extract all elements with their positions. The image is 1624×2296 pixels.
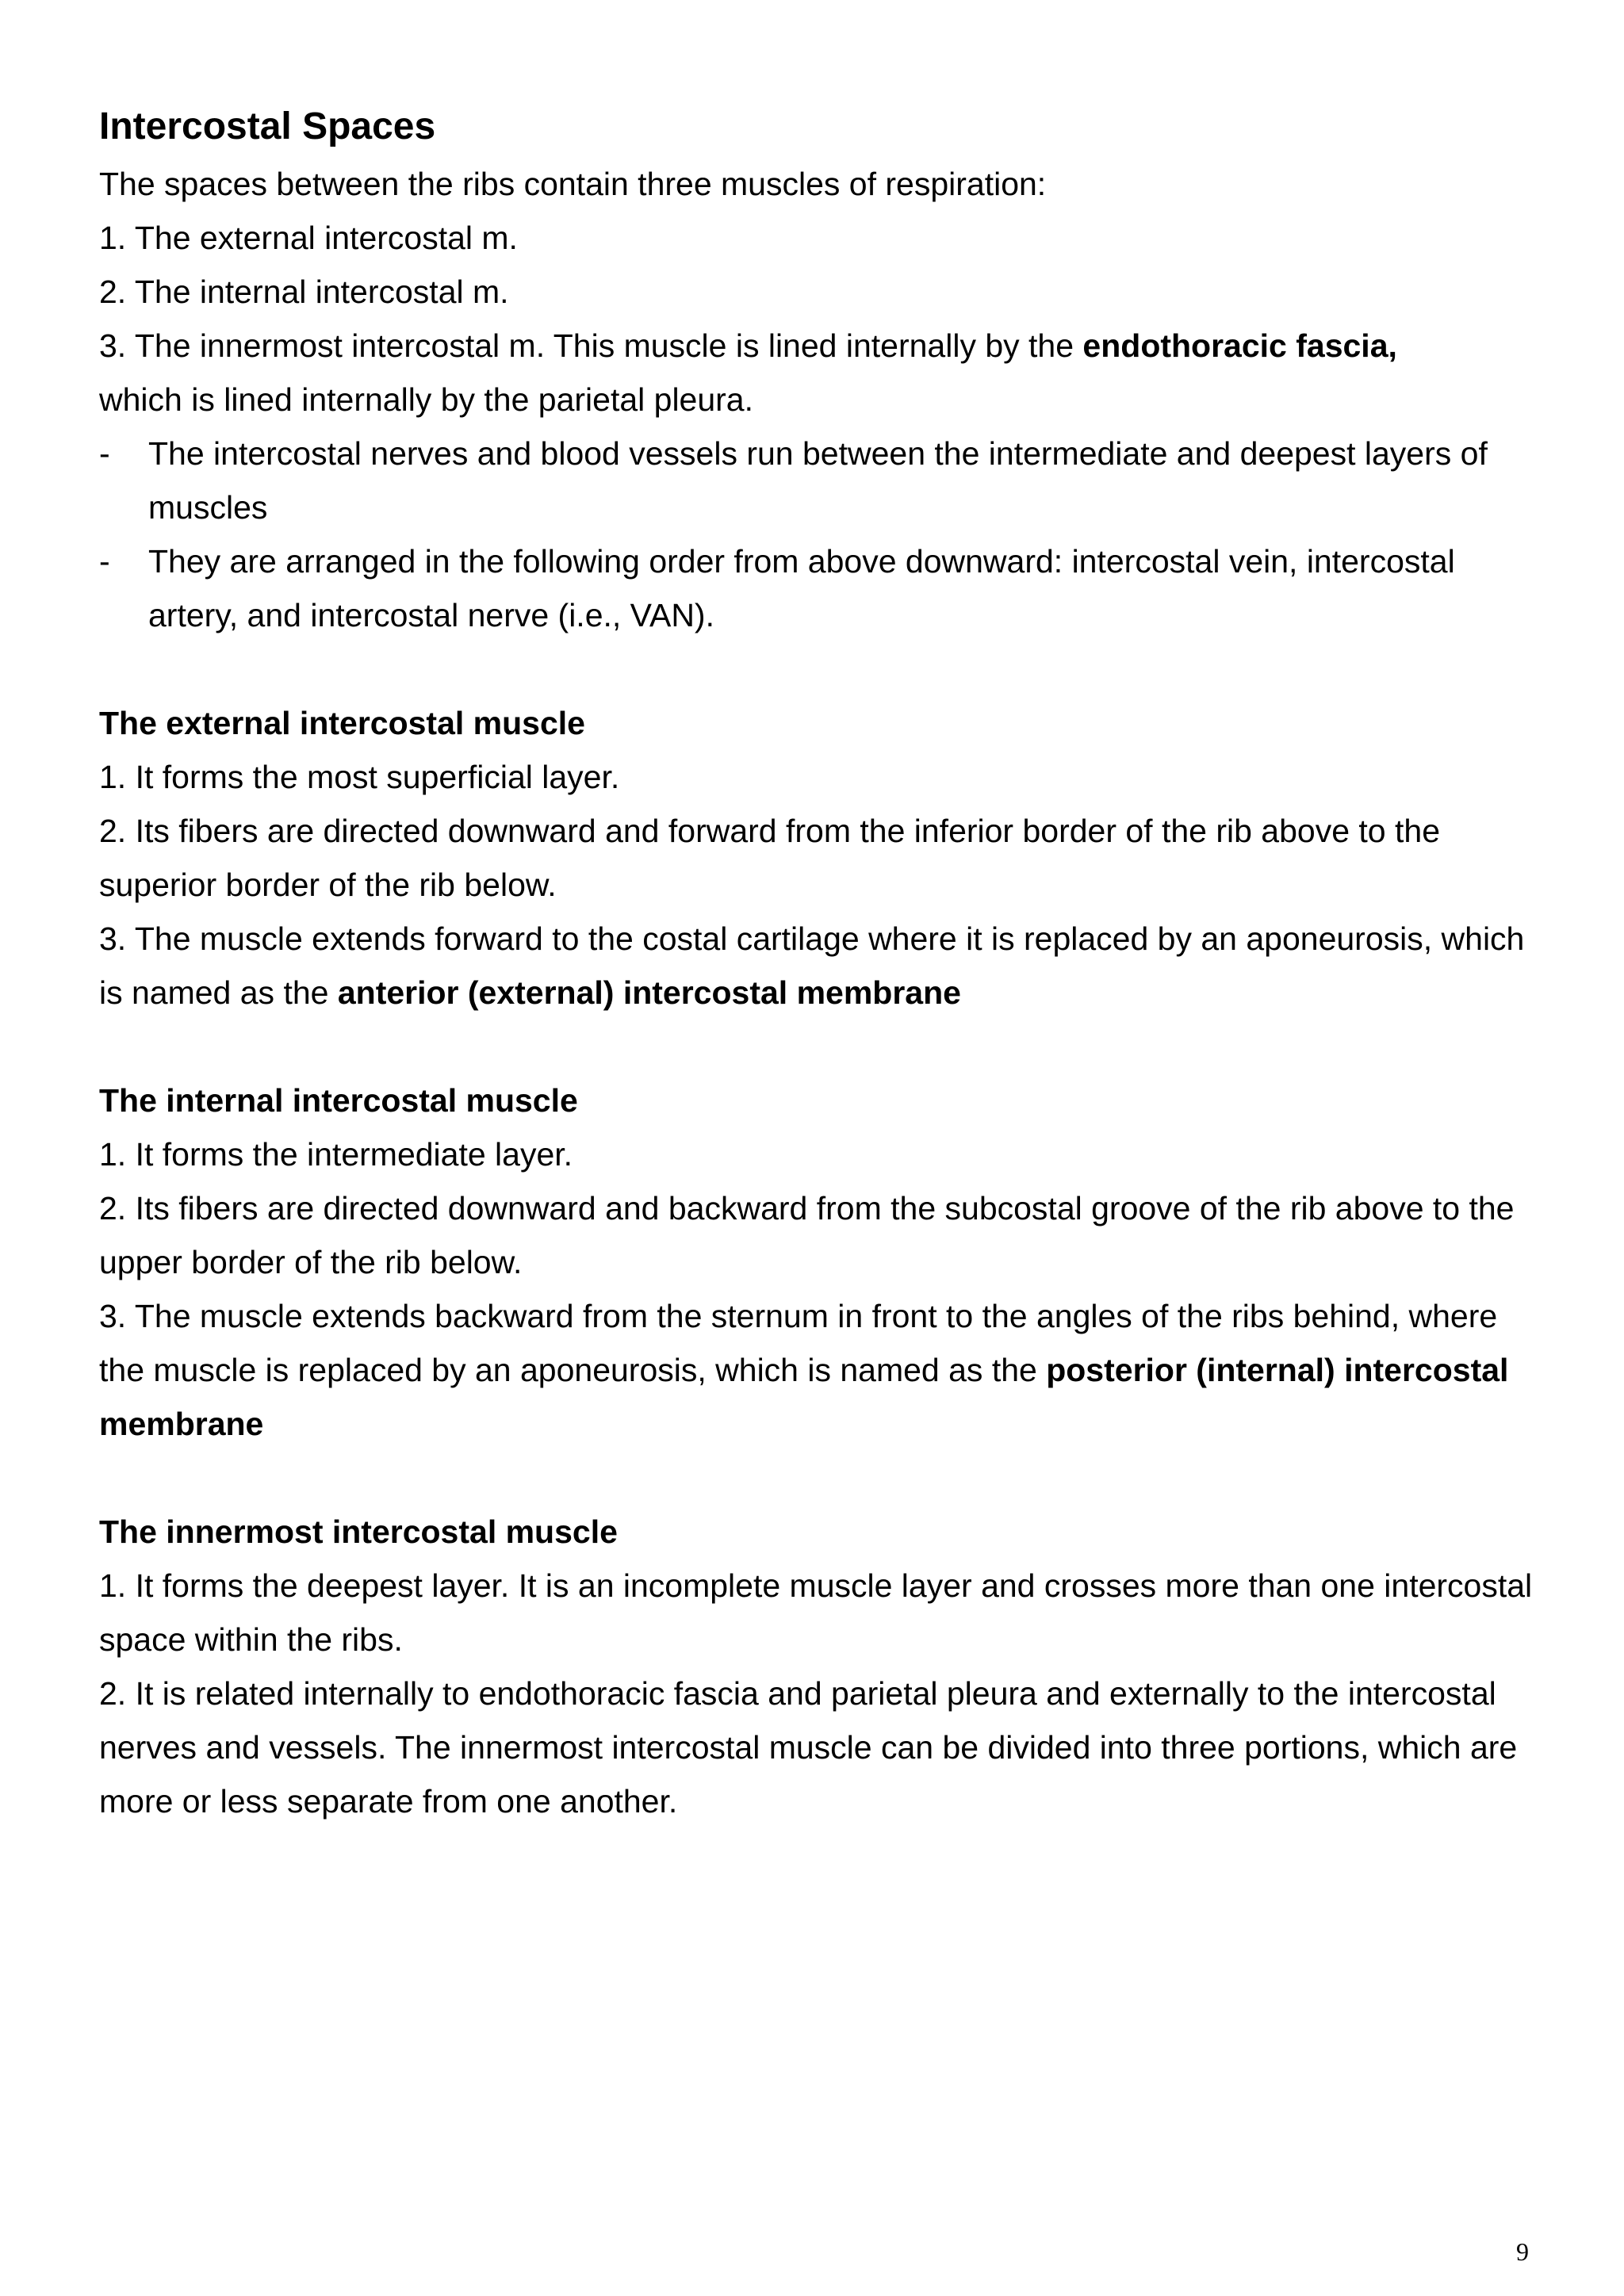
external-point-3-text: 3. The muscle extends forward to the costal cartilage where it is replaced by an aponeurosis, which is named as the	[99, 920, 1525, 1011]
section-spacer	[99, 1020, 1542, 1073]
bullet-text: The intercostal nerves and blood vessels run between the intermediate and deepest layers of muscles	[148, 435, 1488, 526]
intro-item-3	[99, 319, 1542, 427]
external-point-3	[99, 912, 1542, 1020]
intro-item-1: 1. The external intercostal m.	[99, 220, 518, 256]
innermost-intercostal-heading: The innermost intercostal muscle	[99, 1513, 618, 1550]
bullet-item-2	[99, 534, 1542, 642]
bullet-dash: -	[99, 543, 110, 580]
internal-point-3	[99, 1289, 1542, 1451]
external-intercostal-heading: The external intercostal muscle	[99, 705, 585, 741]
internal-point-1: 1. It forms the intermediate layer.	[99, 1136, 573, 1173]
bullet-item-1	[99, 427, 1542, 534]
section-spacer	[99, 642, 1542, 696]
anterior-membrane-term: anterior (external) intercostal membrane	[337, 974, 961, 1011]
intro-item-3-text: 3. The innermost intercostal m. This muscle is lined internally by the	[99, 327, 1083, 364]
intro-item-3-continuation: which is lined internally by the parietal pleura.	[99, 381, 754, 418]
intro-lead: The spaces between the ribs contain three muscles of respiration:	[99, 166, 1047, 202]
posterior-membrane-term: posterior (internal) intercostal membrane	[99, 1352, 1509, 1442]
page-title: Intercostal Spaces	[99, 105, 436, 147]
external-point-2: 2. Its fibers are directed downward and forward from the inferior border of the rib above to the superior border of the rib below.	[99, 813, 1440, 903]
internal-intercostal-heading: The internal intercostal muscle	[99, 1082, 578, 1119]
innermost-point-2: 2. It is related internally to endothoracic fascia and parietal pleura and externally to the intercostal nerves and vessels. The innermost intercostal muscle can be divided into three portions, which are more or less separate from one another.	[99, 1675, 1518, 1820]
internal-point-3-text: 3. The muscle extends backward from the sternum in front to the angles of the ribs behind, where the muscle is replaced by an aponeurosis, which is named as the	[99, 1298, 1498, 1388]
document-body	[99, 97, 1542, 1828]
section-spacer	[99, 1451, 1542, 1505]
internal-point-2: 2. Its fibers are directed downward and backward from the subcostal groove of the rib above to the upper border of the rib below.	[99, 1190, 1515, 1280]
page-number: 9	[1516, 2237, 1529, 2266]
endothoracic-fascia-term: endothoracic fascia,	[1082, 327, 1397, 364]
intro-item-2: 2. The internal intercostal m.	[99, 274, 509, 310]
external-point-1: 1. It forms the most superficial layer.	[99, 759, 620, 795]
bullet-dash: -	[99, 435, 110, 472]
bullet-text: They are arranged in the following order from above downward: intercostal vein, intercostal artery, and intercostal nerve (i.e., VAN).	[148, 543, 1455, 633]
innermost-point-1: 1. It forms the deepest layer. It is an incomplete muscle layer and crosses more than one intercostal space within the ribs.	[99, 1567, 1533, 1658]
